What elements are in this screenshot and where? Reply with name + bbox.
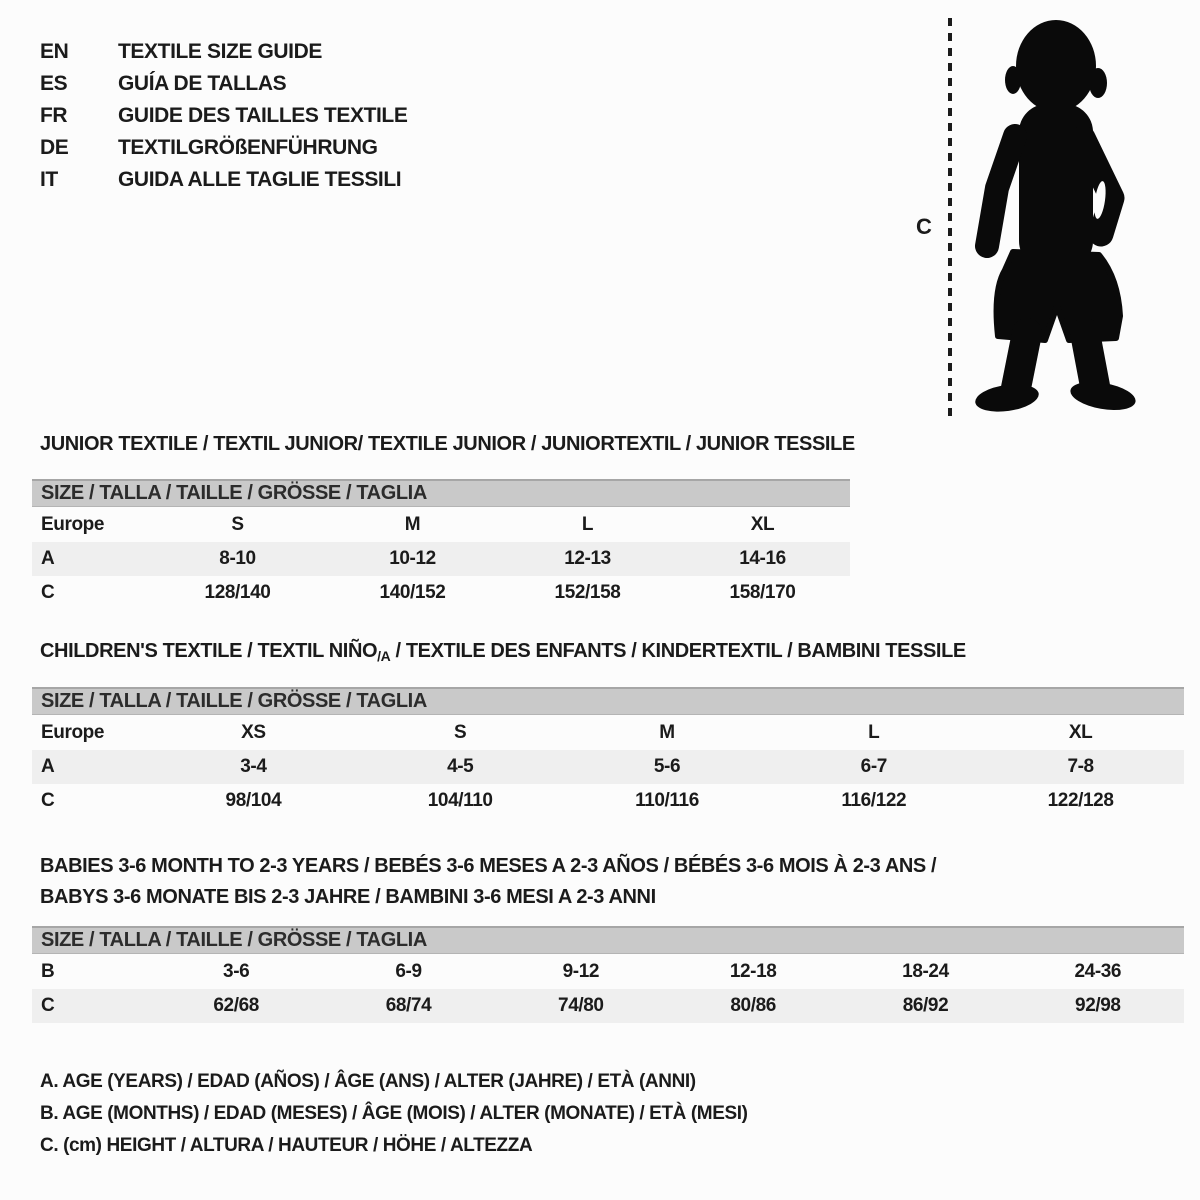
height-cell: 122/128 bbox=[1047, 790, 1114, 811]
age-cell: 14-16 bbox=[739, 548, 786, 569]
size-cell: S bbox=[231, 514, 244, 535]
table-row-age-months bbox=[32, 955, 1184, 989]
height-measure-label: C bbox=[916, 214, 932, 239]
babies-title-line2: BABYS 3-6 MONATE BIS 2-3 JAHRE / BAMBINI 3-6 MESI A 2-3 ANNI bbox=[40, 886, 656, 908]
table-rows bbox=[32, 508, 850, 610]
size-header-bar: SIZE / TALLA / TAILLE / GRÖSSE / TAGLIA bbox=[32, 479, 850, 507]
table-rows bbox=[32, 955, 1184, 1023]
children-title-subscript: /A bbox=[377, 648, 391, 664]
legend-line-a: A. AGE (YEARS) / EDAD (AÑOS) / ÂGE (ANS) / ALTER (JAHRE) / ETÀ (ANNI) bbox=[40, 1071, 696, 1092]
height-cell: 98/104 bbox=[225, 790, 282, 811]
age-cell: 7-8 bbox=[1067, 756, 1094, 777]
age-cell: 6-7 bbox=[860, 756, 887, 777]
legend-line-b: B. AGE (MONTHS) / EDAD (MESES) / ÂGE (MOIS) / ALTER (MONATE) / ETÀ (MESI) bbox=[40, 1103, 748, 1124]
size-cell: XL bbox=[1068, 722, 1093, 743]
lang-row-en bbox=[40, 36, 407, 68]
lang-title: GUIDA ALLE TAGLIE TESSILI bbox=[118, 168, 402, 191]
toddler-silhouette bbox=[965, 18, 1140, 418]
row-label: C bbox=[41, 995, 55, 1016]
children-title-part2: / TEXTILE DES ENFANTS / KINDERTEXTIL / BAMBINI TESSILE bbox=[390, 640, 966, 662]
size-cell: S bbox=[454, 722, 467, 743]
height-cell: 140/152 bbox=[379, 582, 446, 603]
table-row-height-cm bbox=[32, 989, 1184, 1023]
row-label: C bbox=[41, 790, 55, 811]
height-cell: 152/158 bbox=[554, 582, 621, 603]
height-cell: 128/140 bbox=[204, 582, 271, 603]
babies-section-title bbox=[40, 851, 936, 913]
children-size-table bbox=[32, 687, 1184, 818]
babies-size-table bbox=[32, 926, 1184, 1023]
height-cell: 68/74 bbox=[385, 995, 432, 1016]
legend-line-c: C. (cm) HEIGHT / ALTURA / HAUTEUR / HÖHE / ALTEZZA bbox=[40, 1135, 533, 1156]
row-label: C bbox=[41, 582, 55, 603]
age-cell: 8-10 bbox=[219, 548, 256, 569]
age-cell: 12-18 bbox=[729, 961, 777, 982]
height-cell: 110/116 bbox=[635, 790, 699, 811]
height-cell: 104/110 bbox=[427, 790, 493, 811]
age-cell: 10-12 bbox=[389, 548, 436, 569]
row-label: B bbox=[41, 961, 55, 982]
table-row-height-cm bbox=[32, 784, 1184, 818]
height-cell: 92/98 bbox=[1075, 995, 1121, 1016]
lang-code: DE bbox=[40, 136, 69, 159]
height-cell: 86/92 bbox=[902, 995, 949, 1016]
children-section-title bbox=[40, 640, 966, 664]
size-cell: L bbox=[581, 514, 594, 535]
age-cell: 12-13 bbox=[564, 548, 611, 569]
height-cell: 74/80 bbox=[558, 995, 604, 1016]
lang-title: TEXTILGRÖßENFÜHRUNG bbox=[118, 136, 378, 159]
table-row-age-years bbox=[32, 542, 850, 576]
lang-title: GUÍA DE TALLAS bbox=[118, 72, 287, 95]
language-header bbox=[40, 36, 407, 196]
table-rows bbox=[32, 716, 1184, 818]
size-header-bar: SIZE / TALLA / TAILLE / GRÖSSE / TAGLIA bbox=[32, 687, 1184, 715]
size-cell: L bbox=[868, 722, 880, 743]
age-cell: 3-6 bbox=[223, 961, 250, 982]
size-cell: M bbox=[404, 514, 421, 535]
size-cell: XL bbox=[750, 514, 775, 535]
table-row-europe bbox=[32, 716, 1184, 750]
size-cell: M bbox=[659, 722, 675, 743]
size-header-bar: SIZE / TALLA / TAILLE / GRÖSSE / TAGLIA bbox=[32, 926, 1184, 954]
row-label: Europe bbox=[41, 514, 105, 535]
table-row-europe bbox=[32, 508, 850, 542]
age-cell: 18-24 bbox=[902, 961, 949, 982]
junior-section-title: JUNIOR TEXTILE / TEXTIL JUNIOR/ TEXTILE JUNIOR / JUNIORTEXTIL / JUNIOR TESSILE bbox=[40, 433, 855, 455]
age-cell: 6-9 bbox=[395, 961, 422, 982]
children-title-part1: CHILDREN'S TEXTILE / TEXTIL NIÑO bbox=[40, 640, 378, 662]
junior-size-table bbox=[32, 479, 850, 610]
table-row-age-years bbox=[32, 750, 1184, 784]
lang-row-de bbox=[40, 132, 407, 164]
legend bbox=[40, 1066, 748, 1162]
row-label: Europe bbox=[41, 722, 105, 743]
table-row-height-cm bbox=[32, 576, 850, 610]
size-cell: XS bbox=[241, 722, 266, 743]
age-cell: 5-6 bbox=[653, 756, 681, 777]
lang-code: IT bbox=[40, 168, 58, 191]
lang-code: ES bbox=[40, 72, 68, 95]
lang-title: GUIDE DES TAILLES TEXTILE bbox=[118, 104, 408, 127]
lang-code: FR bbox=[40, 104, 68, 127]
height-cell: 158/170 bbox=[729, 582, 796, 603]
height-measure-dashed-line bbox=[948, 18, 952, 416]
row-label: A bbox=[41, 548, 55, 569]
lang-code: EN bbox=[40, 40, 69, 63]
row-label: A bbox=[41, 756, 55, 777]
babies-title-line1: BABIES 3-6 MONTH TO 2-3 YEARS / BEBÉS 3-6 MESES A 2-3 AÑOS / BÉBÉS 3-6 MOIS À 2-3 ANS / bbox=[40, 855, 937, 877]
age-cell: 24-36 bbox=[1074, 961, 1122, 982]
age-cell: 3-4 bbox=[240, 756, 267, 777]
height-cell: 62/68 bbox=[213, 995, 259, 1016]
lang-row-es bbox=[40, 68, 407, 100]
age-cell: 4-5 bbox=[447, 756, 474, 777]
lang-row-fr bbox=[40, 100, 407, 132]
height-cell: 116/122 bbox=[841, 790, 907, 811]
height-cell: 80/86 bbox=[730, 995, 776, 1016]
lang-title: TEXTILE SIZE GUIDE bbox=[118, 40, 322, 63]
age-cell: 9-12 bbox=[562, 961, 600, 982]
lang-row-it bbox=[40, 164, 407, 196]
